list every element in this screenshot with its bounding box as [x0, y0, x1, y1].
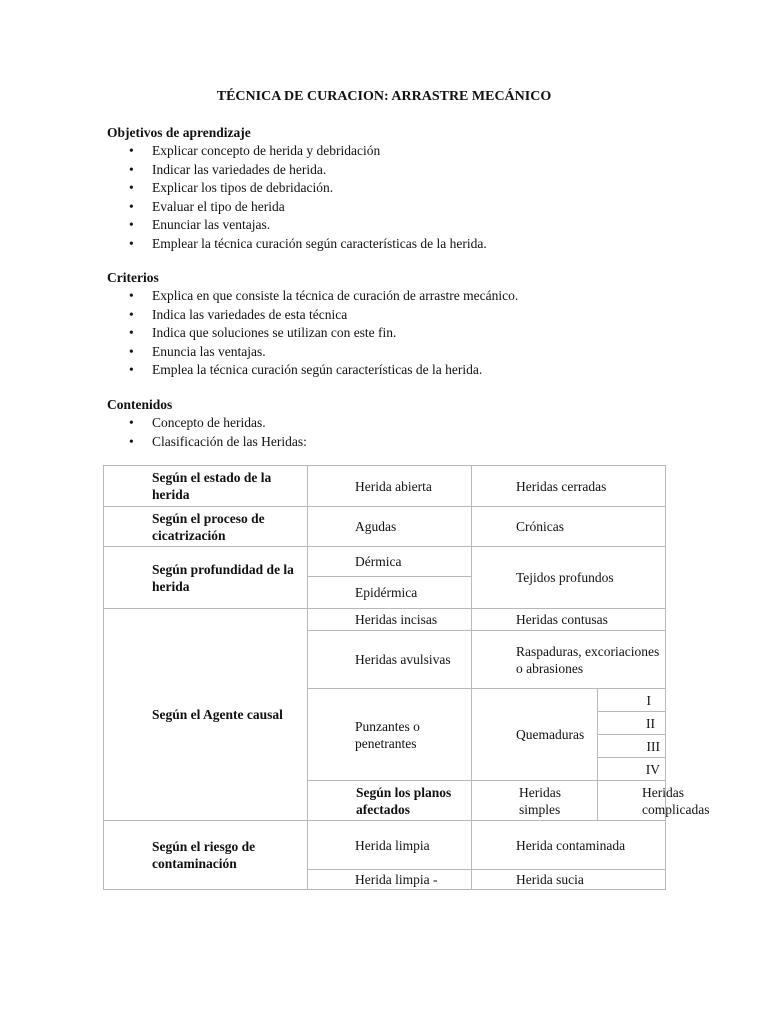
table-row: [104, 507, 666, 547]
list-item: • Indica que soluciones se utilizan con este fin.: [107, 324, 707, 343]
table-cell: Según profundidad de la herida: [104, 547, 308, 609]
list-item: • Clasificación de las Heridas:: [107, 433, 707, 452]
table-cell: Herida limpia -: [308, 870, 472, 890]
table-cell: Agudas: [308, 507, 472, 547]
table-cell: Raspaduras, excoriaciones o abrasiones: [472, 631, 666, 689]
table-cell: III: [598, 735, 666, 758]
objetivos-heading: Objetivos de aprendizaje: [107, 125, 251, 140]
list-item: • Enunciar las ventajas.: [107, 216, 707, 235]
list-item: • Evaluar el tipo de herida: [107, 198, 707, 217]
list-item: • Emplear la técnica curación según características de la herida.: [107, 235, 707, 254]
objetivos-section: [107, 124, 707, 253]
table-cell: Según el proceso de cicatrización: [104, 507, 308, 547]
table-cell: Heridas contusas: [472, 609, 666, 631]
table-cell: Según los planos afectados: [308, 781, 472, 821]
table-cell: Heridas avulsivas: [308, 631, 472, 689]
table-cell: IV: [598, 758, 666, 781]
table-row: [104, 466, 666, 507]
clasificacion-table: [103, 465, 710, 890]
table-cell: Según el riesgo de contaminación: [104, 821, 308, 890]
table-cell: II: [598, 712, 666, 735]
list-item: • Enuncia las ventajas.: [107, 343, 707, 362]
table-cell: Según el estado de la herida: [104, 466, 308, 507]
table-row: [104, 547, 666, 577]
table-cell: Heridas cerradas: [472, 466, 666, 507]
list-item: • Concepto de heridas.: [107, 414, 707, 433]
contenidos-list: [107, 414, 707, 451]
table-cell: Crónicas: [472, 507, 666, 547]
table-cell: Herida sucia: [472, 870, 666, 890]
table-cell: Quemaduras: [472, 689, 598, 781]
list-item: • Explicar los tipos de debridación.: [107, 179, 707, 198]
list-item: • Explica en que consiste la técnica de curación de arrastre mecánico.: [107, 287, 707, 306]
list-item: • Indicar las variedades de herida.: [107, 161, 707, 180]
table-cell: Punzantes o penetrantes: [308, 689, 472, 781]
criterios-heading: Criterios: [107, 270, 159, 285]
table-cell: Herida abierta: [308, 466, 472, 507]
table-cell: Tejidos profundos: [472, 547, 666, 609]
table-row: [104, 821, 666, 870]
list-item: • Indica las variedades de esta técnica: [107, 306, 707, 325]
contenidos-heading: Contenidos: [107, 397, 173, 412]
table-cell: I: [598, 689, 666, 712]
table-cell: Dérmica: [308, 547, 472, 577]
contenidos-section: [107, 396, 707, 451]
document-title: TÉCNICA DE CURACION: ARRASTRE MECÁNICO: [216, 89, 552, 104]
table-cell: Heridas complicadas: [598, 781, 666, 821]
list-item: • Emplea la técnica curación según características de la herida.: [107, 361, 707, 380]
table-cell: Según el Agente causal: [104, 609, 308, 821]
table-cell: Epidérmica: [308, 577, 472, 609]
table-cell: Heridas simples: [472, 781, 598, 821]
criterios-list: [107, 287, 707, 380]
table-cell: Heridas incisas: [308, 609, 472, 631]
table-cell: Herida contaminada: [472, 821, 666, 870]
objetivos-list: [107, 142, 707, 253]
list-item: • Explicar concepto de herida y debridación: [107, 142, 707, 161]
table-cell: Herida limpia: [308, 821, 472, 870]
table-row: [104, 609, 666, 631]
criterios-section: [107, 269, 707, 380]
